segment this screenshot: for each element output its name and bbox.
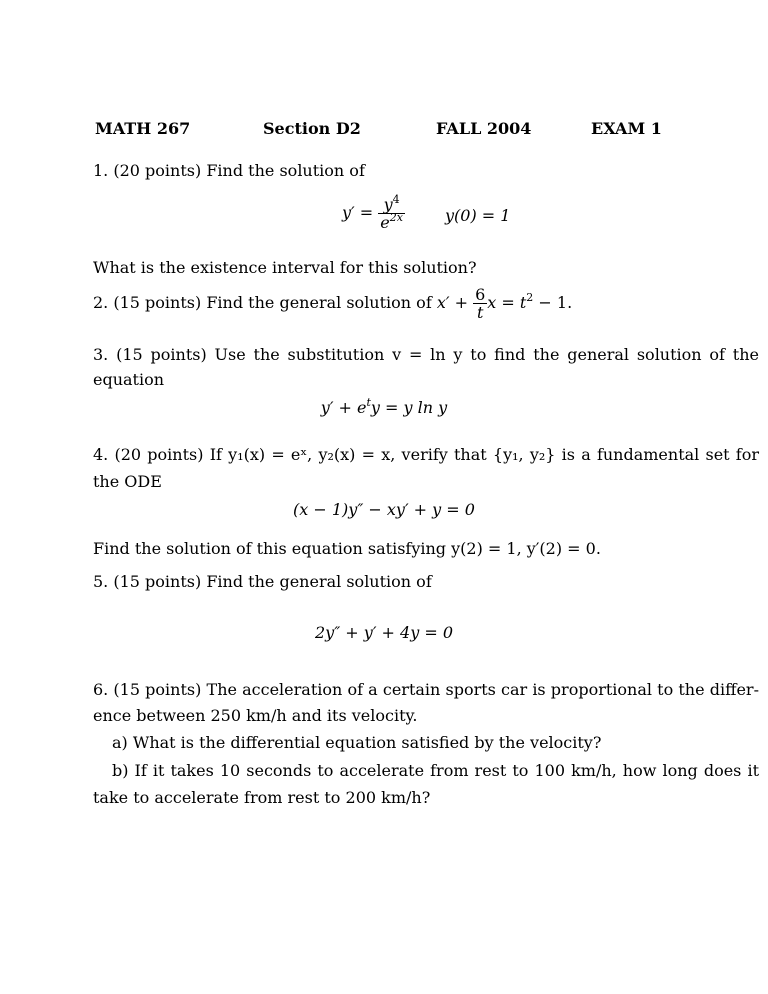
question-1-initial-condition: y(0) = 1 [445,206,511,225]
course-title: MATH 267 [95,119,191,138]
question-4-equation: (x − 1)y″ − xy′ + y = 0 [293,500,475,519]
question-1-equation: y′ = $\frac{y^4}{e^{2x}}$ [342,193,403,232]
question-5-equation: 2y″ + y′ + 4y = 0 [315,623,453,642]
question-6-part-a: a) What is the differential equation satisfied by the velocity? [112,733,602,752]
question-1-followup: What is the existence interval for this solution? [93,258,477,277]
question-3-prompt-cont: equation [93,370,165,389]
term-label: FALL 2004 [436,119,532,138]
question-2-prompt: 2. (15 points) Find the general solution of x′ + $\frac{6}{t}$ $x = t^2 - 1$. [93,285,573,322]
question-6-prompt-cont: ence between 250 km/h and its velocity. [93,706,418,725]
section-label: Section D2 [263,119,361,138]
question-5-prompt: 5. (15 points) Find the general solution of [93,572,432,591]
question-6-prompt: 6. (15 points) The acceleration of a certain sports car is proportional to the differ- [93,680,759,699]
question-6-part-b-cont: take to accelerate from rest to 200 km/h? [93,788,431,807]
question-6-part-b: b) If it takes 10 seconds to accelerate from rest to 100 km/h, how long does it [112,761,759,780]
question-1-prompt: 1. (20 points) Find the solution of [93,161,365,180]
fraction: $\frac{y^4}{e^{2x}}$ [380,193,403,232]
question-4-prompt-cont: the ODE [93,472,162,491]
question-4-prompt: 4. (20 points) If y₁(x) = eˣ, y₂(x) = x, verify that {y₁, y₂} is a fundamental set for [93,445,760,464]
fraction: $\frac{6}{t}$ [475,285,486,322]
question-4-followup: Find the solution of this equation satisfying y(2) = 1, y′(2) = 0. [93,539,601,558]
question-3-equation: $y' + e^ty = y$ ln y [320,396,448,417]
exam-label: EXAM 1 [591,119,662,138]
question-3-prompt: 3. (15 points) Use the substitution v = ln y to find the general solution of the [93,345,759,364]
